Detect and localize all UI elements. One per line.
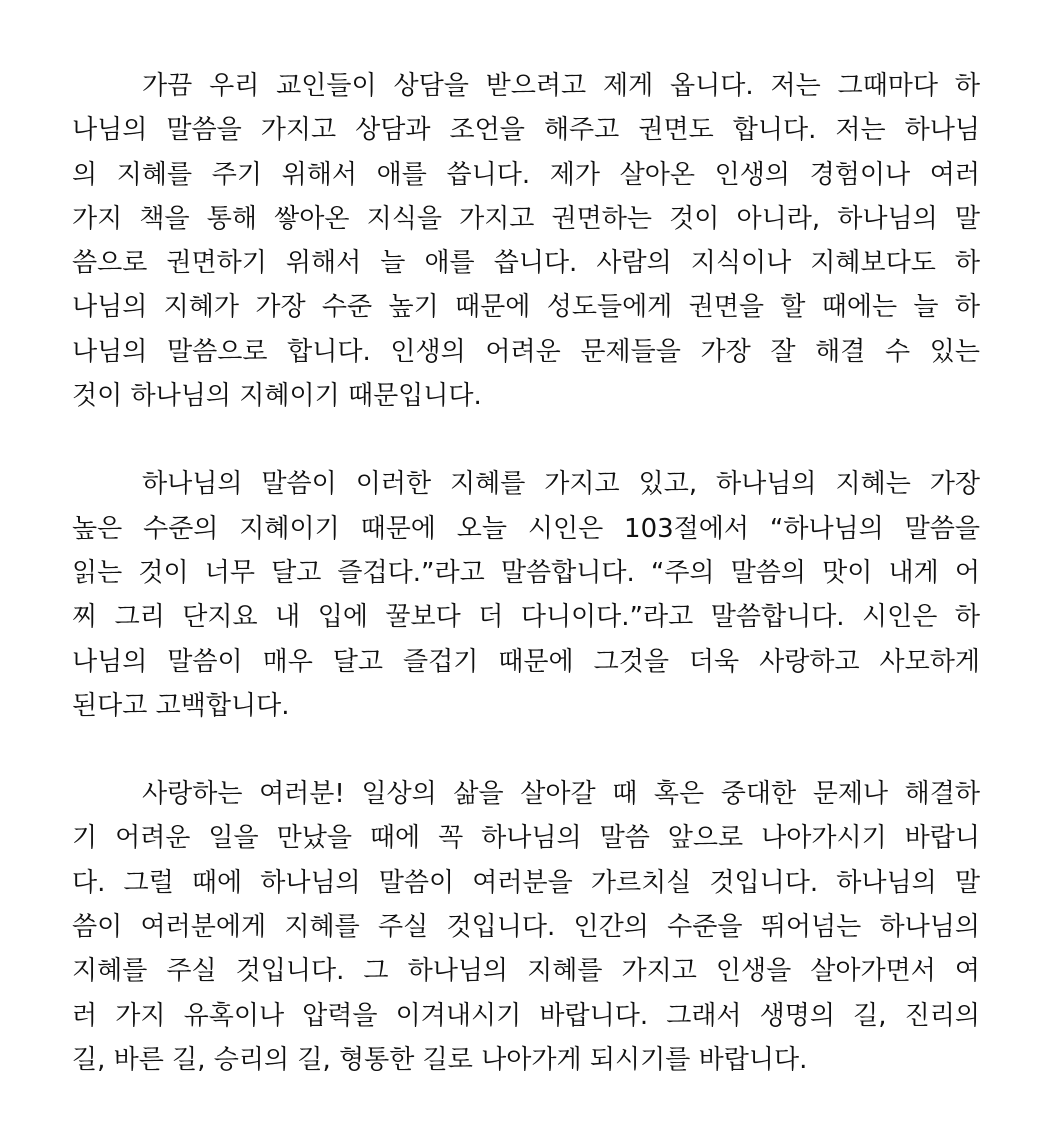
text-line: 하나님의 말씀이 이러한 지혜를 가지고 있고, 하나님의 지혜는 가장 <box>142 469 980 500</box>
text-line: 읽는 것이 너무 달고 즐겁다.”라고 말씀합니다. “주의 말씀의 맛이 내게 어 <box>72 557 980 588</box>
text-line: 다. 그럴 때에 하나님의 말씀이 여러분을 가르치실 것입니다. 하나님의 말 <box>72 867 980 898</box>
text-line: 나님의 말씀으로 합니다. 인생의 어려운 문제들을 가장 잘 해결 수 있는 <box>72 336 980 367</box>
text-line: 지혜를 주실 것입니다. 그 하나님의 지혜를 가지고 인생을 살아가면서 여 <box>72 956 980 987</box>
text-line: 길, 바른 길, 승리의 길, 형통한 길로 나아가게 되시기를 바랍니다. <box>72 1044 808 1075</box>
text-line: 나님의 지혜가 가장 수준 높기 때문에 성도들에게 권면을 할 때에는 늘 하 <box>72 292 980 323</box>
text-line: 러 가지 유혹이나 압력을 이겨내시기 바랍니다. 그래서 생명의 길, 진리의 <box>72 1000 980 1031</box>
text-line: 씀으로 권면하기 위해서 늘 애를 씁니다. 사람의 지식이나 지혜보다도 하 <box>72 248 980 279</box>
text-line: 가끔 우리 교인들이 상담을 받으려고 제게 옵니다. 저는 그때마다 하 <box>142 71 980 101</box>
text-line: 가지 책을 통해 쌓아온 지식을 가지고 권면하는 것이 아니라, 하나님의 말 <box>72 203 980 234</box>
text-line: 나님의 말씀을 가지고 상담과 조언을 해주고 권면도 합니다. 저는 하나님 <box>72 115 980 146</box>
paragraph-3 <box>72 772 980 1082</box>
text-line: 씀이 여러분에게 지혜를 주실 것입니다. 인간의 수준을 뛰어넘는 하나님의 <box>72 912 980 943</box>
paragraph-2 <box>72 462 980 728</box>
text-line: 된다고 고백합니다. <box>72 690 290 721</box>
text-line: 나님의 말씀이 매우 달고 즐겁기 때문에 그것을 더욱 사랑하고 사모하게 <box>72 646 980 677</box>
text-line: 찌 그리 단지요 내 입에 꿀보다 더 다니이다.”라고 말씀합니다. 시인은 하 <box>72 602 980 633</box>
text-line: 것이 하나님의 지혜이기 때문입니다. <box>72 381 482 412</box>
text-line: 기 어려운 일을 만났을 때에 꼭 하나님의 말씀 앞으로 나아가시기 바랍니 <box>72 823 980 854</box>
paragraph-1 <box>72 64 980 418</box>
text-line: 의 지혜를 주기 위해서 애를 씁니다. 제가 살아온 인생의 경험이나 여러 <box>72 159 980 190</box>
text-line: 높은 수준의 지혜이기 때문에 오늘 시인은 103절에서 “하나님의 말씀을 <box>72 513 980 544</box>
text-line: 사랑하는 여러분! 일상의 삶을 살아갈 때 혹은 중대한 문제나 해결하 <box>142 779 980 810</box>
document-page <box>72 64 980 1126</box>
